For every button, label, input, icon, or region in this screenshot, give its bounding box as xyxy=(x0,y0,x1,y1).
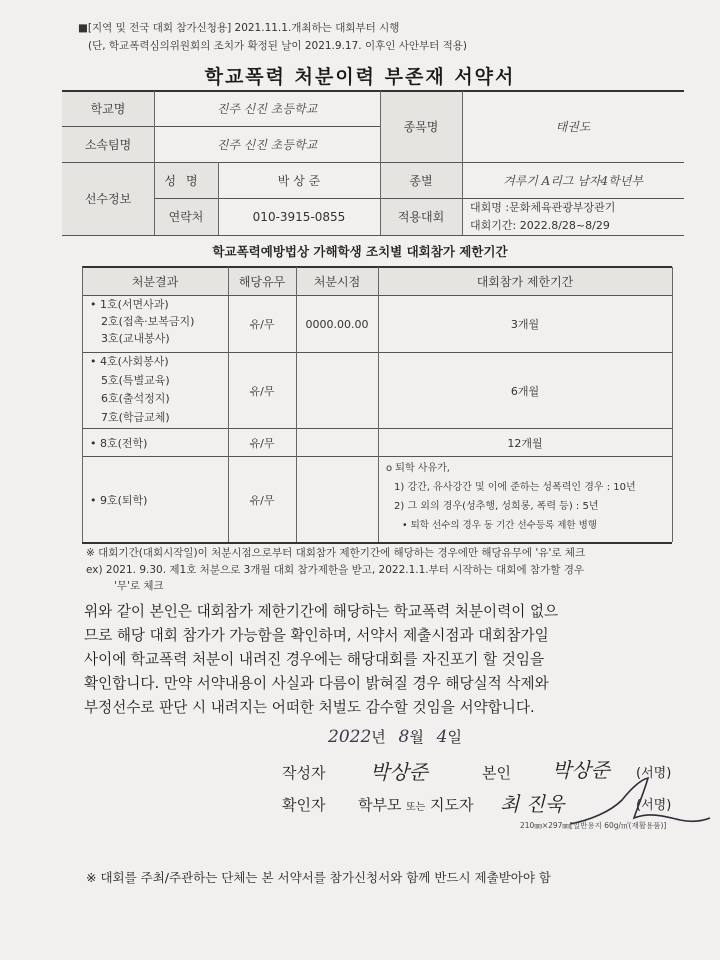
expulsion-reason-3: • 퇴학 선수의 경우 동 기간 선수등록 제한 병행 xyxy=(402,520,597,531)
team-value: 진주 신진 초등학교 xyxy=(216,137,318,152)
document-title: 학교폭력 처분이력 부존재 서약서 xyxy=(204,66,516,88)
row2-period: 6개월 xyxy=(510,384,540,398)
table-row xyxy=(90,353,226,427)
row1-applicable: 유/무 xyxy=(249,318,275,331)
row2-item-3: 6호(출석정지) xyxy=(101,392,170,405)
team-label: 소속팀명 xyxy=(84,137,132,152)
pledge-line: 사이에 학교폭력 처분이 내려진 경우에는 해당대회를 자진포기 할 것임을 xyxy=(84,651,545,668)
sport-value: 태권도 xyxy=(555,120,591,134)
col-header-period: 대회참가 제한기간 xyxy=(476,274,574,289)
row4-item-1: • 9호(퇴학) xyxy=(90,493,148,507)
pledge-line: 확인합니다. 만약 서약내용이 사실과 다름이 밝혀질 경우 해당실적 삭제와 xyxy=(84,675,549,692)
expulsion-reason-title: o 퇴학 사유가, xyxy=(386,463,450,474)
competition-period: 대회기간: 2022.8/28~8/29 xyxy=(470,218,610,232)
header-note-1: ■[지역 및 전국 대회 참가신청용] 2021.11.1.개최하는 대회부터 시행 xyxy=(78,22,400,34)
self-label: 본인 xyxy=(482,764,511,782)
parent-label: 학부모 xyxy=(358,796,402,814)
row1-item-3: 3호(교내봉사) xyxy=(101,332,170,345)
sport-label: 종목명 xyxy=(403,120,439,134)
footer-note: ※ 대회를 주최/주관하는 단체는 본 서약서를 참가신청서와 함께 반드시 제출받아야 함 xyxy=(86,870,551,885)
school-name-label: 학교명 xyxy=(90,102,126,116)
confirmer-label: 확인자 xyxy=(282,796,326,814)
pledge-line: 위와 같이 본인은 대회참가 제한기간에 해당하는 학교폭력 처분이력이 없으 xyxy=(84,603,559,620)
row3-period: 12개월 xyxy=(507,436,543,450)
pledge-line: 부정선수로 판단 시 내려지는 어떠한 처벌도 감수할 것임을 서약합니다. xyxy=(84,699,535,716)
col-header-applicable: 해당유무 xyxy=(238,274,286,289)
row4-applicable: 유/무 xyxy=(249,493,275,507)
event-label: 종별 xyxy=(409,173,433,188)
table-note-2: ex) 2021. 9.30. 제1호 처분으로 3개월 대회 참가제한을 받고, 2022.1.1.부터 시작하는 대회에 참가할 경우 xyxy=(86,564,584,576)
table-note-3: '무'로 체크 xyxy=(114,580,164,592)
competition-name: 대회명 :문화체육관광부장관기 xyxy=(470,200,616,214)
restriction-section-title: 학교폭력예방법상 가해학생 조치별 대회참가 제한기간 xyxy=(212,244,508,259)
applied-competition-label: 적용대회 xyxy=(397,210,445,224)
row1-date: 0000.00.00 xyxy=(305,317,369,331)
expulsion-detail xyxy=(386,459,670,535)
contact-value: 010-3915-0855 xyxy=(252,209,346,224)
paper-size-note: 210㎜×297㎜[일반용지 60g/㎡(재활용품)] xyxy=(520,821,667,830)
table-note-1: ※ 대회기간(대회시작일)이 처분시점으로부터 대회참가 제한기간에 해당하는 경우에만 해당유무에 '유'로 체크 xyxy=(86,547,586,559)
author-label: 작성자 xyxy=(282,764,326,782)
row1-period: 3개월 xyxy=(510,318,540,331)
self-signature: 박상준 xyxy=(552,758,610,782)
date-month: 8 xyxy=(398,727,410,747)
date-day: 4 xyxy=(436,727,448,747)
or-label: 또는 xyxy=(406,802,426,813)
pledge-date: 2022년 8월 4일 xyxy=(328,727,462,747)
contact-label: 연락처 xyxy=(168,210,204,224)
sign-seal-mark-2: (서명) xyxy=(636,798,672,813)
row3-applicable: 유/무 xyxy=(249,436,275,450)
col-header-date: 처분시점 xyxy=(313,274,361,289)
row1-item-2: 2호(접촉·보복금지) xyxy=(101,315,195,328)
expulsion-reason-2: 2) 그 외의 경우(성추행, 성희롱, 폭력 등) : 5년 xyxy=(394,501,599,512)
row2-item-4: 7호(학급교체) xyxy=(101,410,170,424)
pledge-line: 므로 해당 대회 참가가 가능함을 확인하며, 서약서 제출시점과 대회참가일 xyxy=(84,627,549,644)
coach-label: 지도자 xyxy=(430,796,474,814)
table-row xyxy=(90,296,226,347)
school-name-value: 진주 신진 초등학교 xyxy=(216,102,318,116)
col-header-result: 처분결과 xyxy=(131,274,179,289)
expulsion-reason-1: 1) 강간, 유사강간 및 이에 준하는 성폭력인 경우 : 10년 xyxy=(394,482,636,493)
header-note-2: (단, 학교폭력심의위원회의 조치가 확정된 날이 2021.9.17. 이후인 사안부터 적용) xyxy=(88,40,468,52)
row1-item-1: • 1호(서면사과) xyxy=(90,298,169,311)
row3-item-1: • 8호(전학) xyxy=(90,436,148,450)
row2-item-1: • 4호(사회봉사) xyxy=(90,355,169,368)
date-year: 2022 xyxy=(328,727,372,747)
coach-name-handwritten: 최 진욱 xyxy=(500,792,565,816)
event-value: 겨루기 A리그 남자4학년부 xyxy=(503,173,643,188)
athlete-info-label: 선수정보 xyxy=(84,192,132,206)
name-value: 박 상 준 xyxy=(277,173,321,188)
author-name-handwritten: 박상준 xyxy=(370,760,428,784)
sign-seal-mark-1: (서명) xyxy=(636,766,672,781)
row2-item-2: 5호(특별교육) xyxy=(101,373,170,387)
name-label: 성명 xyxy=(164,173,208,188)
row2-applicable: 유/무 xyxy=(249,384,275,398)
pledge-paragraph xyxy=(84,600,684,720)
